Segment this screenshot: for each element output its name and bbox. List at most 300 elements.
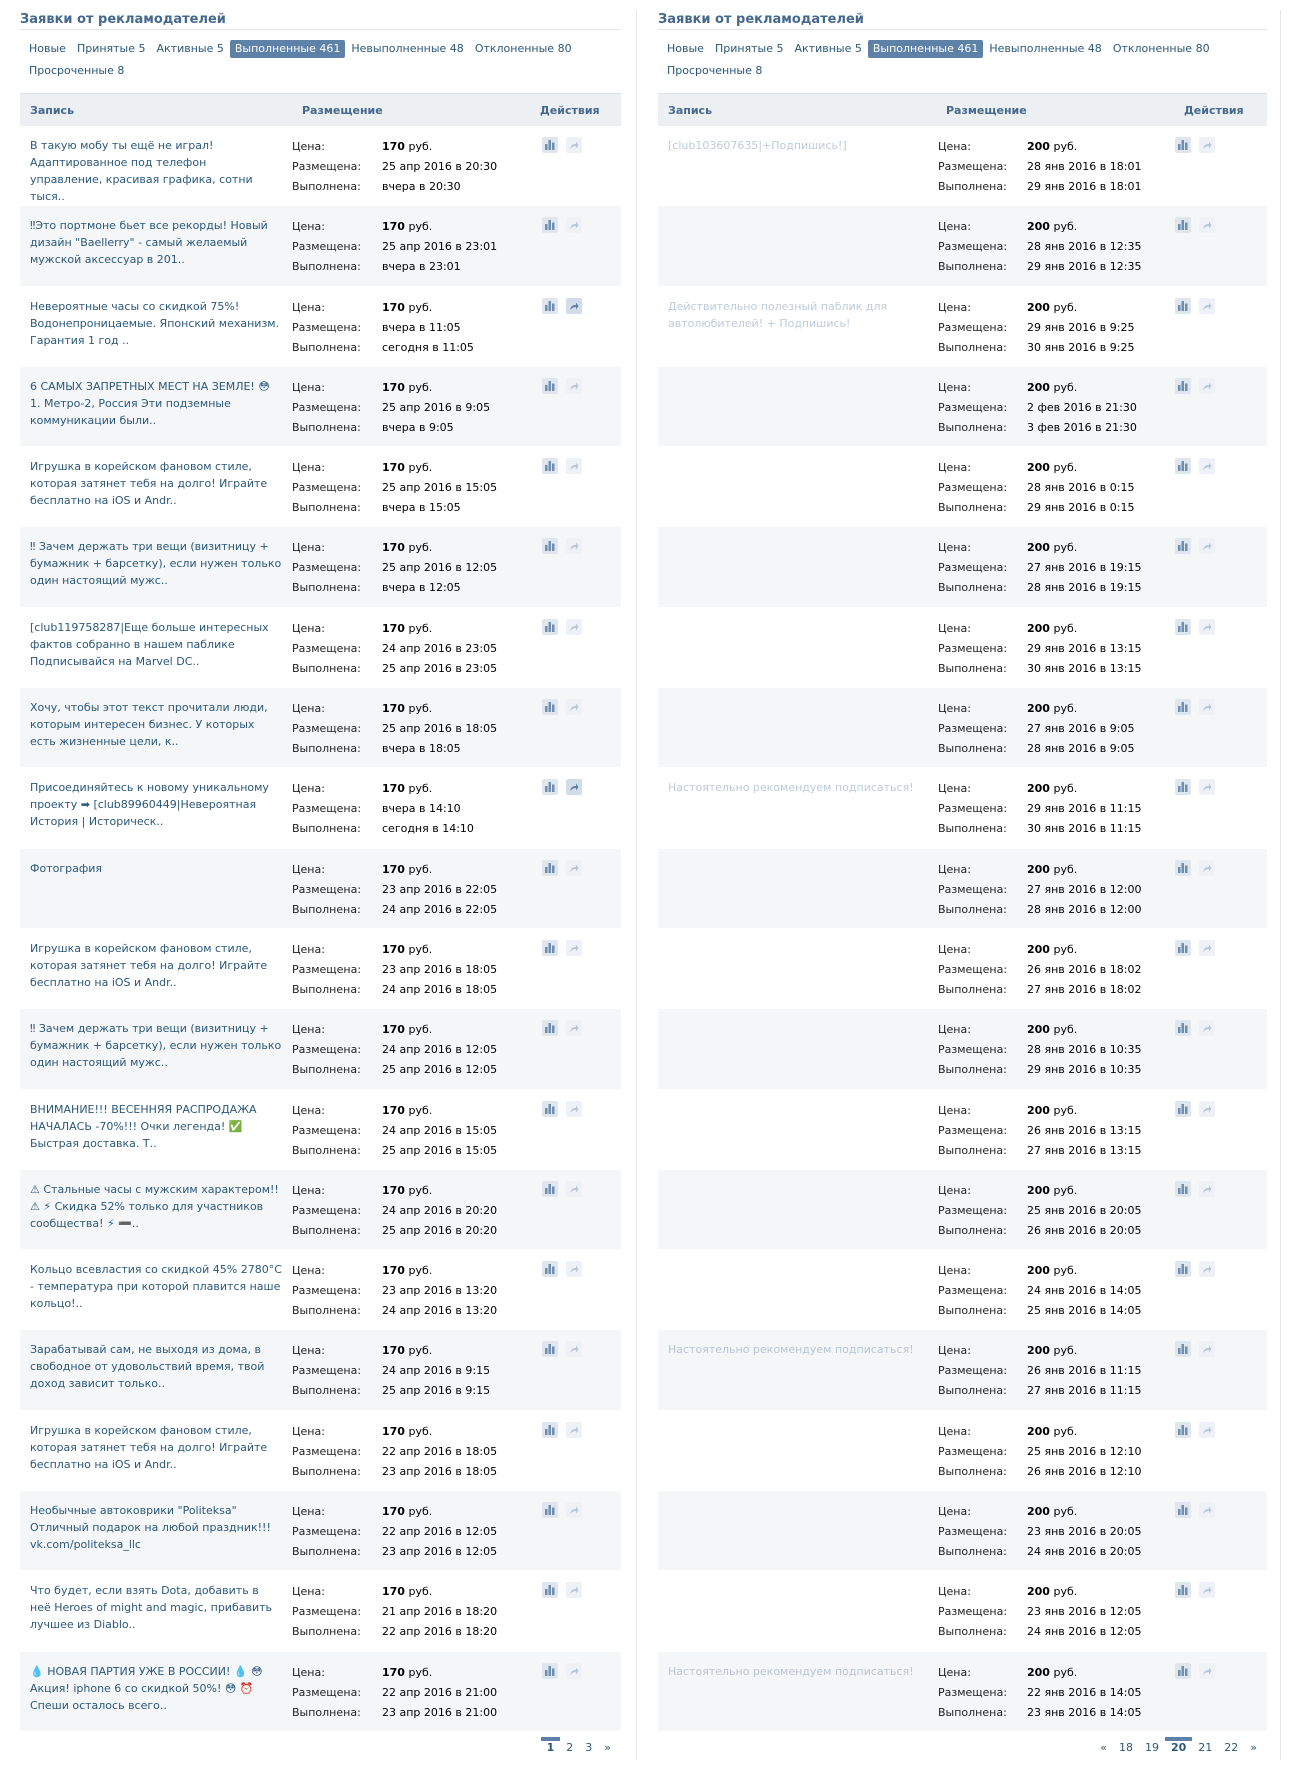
- filter-tab[interactable]: Новые: [29, 42, 66, 55]
- table-row: [20, 287, 621, 367]
- placement-info: [938, 1181, 1173, 1249]
- price-currency: руб.: [408, 220, 433, 234]
- bar-chart-icon[interactable]: [1175, 619, 1191, 635]
- post-preview-link[interactable]: [658, 1020, 938, 1076]
- done-line: [292, 1221, 540, 1241]
- placed-label: Размещена:: [292, 722, 362, 736]
- price-amount: 200: [1027, 782, 1050, 796]
- bar-chart-icon[interactable]: [542, 619, 558, 635]
- bar-chart-icon[interactable]: [1175, 1341, 1191, 1357]
- post-preview-link[interactable]: Необычные автоковрики "Politeksa" Отличный подарок на любой праздник!!! vk.com/politeksa_llc: [30, 1504, 271, 1552]
- table-row: [20, 1090, 621, 1170]
- post-preview-link[interactable]: [658, 1422, 938, 1478]
- done-date: 24 янв 2016 в 12:05: [1027, 1625, 1142, 1639]
- placed-line: [938, 1201, 1173, 1221]
- placement-info: [938, 779, 1173, 847]
- price-amount: 200: [1027, 1665, 1050, 1679]
- placed-line: [938, 1442, 1173, 1462]
- filter-tab[interactable]: Просроченные 8: [667, 64, 763, 77]
- price-value: [1027, 1341, 1077, 1361]
- bar-chart-icon[interactable]: [1175, 1261, 1191, 1277]
- done-date: 25 апр 2016 в 9:15: [382, 1384, 491, 1398]
- placed-label: Размещена:: [938, 1123, 1008, 1137]
- placed-line: [938, 880, 1173, 900]
- filter-tab[interactable]: Отклоненные 80: [1112, 42, 1210, 55]
- page-link[interactable]: 22: [1224, 1740, 1239, 1754]
- arrow-link-icon[interactable]: [1199, 1020, 1215, 1036]
- price-currency: руб.: [1053, 541, 1078, 555]
- arrow-link-icon[interactable]: [566, 1502, 582, 1518]
- page-link[interactable]: »: [604, 1740, 611, 1754]
- filter-tabs: [658, 30, 1267, 93]
- bar-chart-icon[interactable]: [1175, 1582, 1191, 1598]
- price-currency: руб.: [1053, 1344, 1078, 1358]
- bar-chart-icon[interactable]: [1175, 378, 1191, 394]
- placed-label: Размещена:: [938, 160, 1008, 173]
- filter-tab[interactable]: Просроченные 8: [29, 64, 125, 77]
- done-line: [938, 739, 1173, 759]
- done-line: [292, 498, 540, 518]
- post-preview-link[interactable]: Хочу, чтобы этот текст прочитали люди, которым интересен бизнес. У которых есть жизненные цели, к..: [30, 701, 268, 749]
- price-currency: руб.: [408, 862, 433, 876]
- arrow-link-icon[interactable]: [1199, 217, 1215, 233]
- post-preview-link[interactable]: 6 САМЫХ ЗАПРЕТНЫХ МЕСТ НА ЗЕМЛЕ! 😳 1. Метро-2, Россия Эти подземные коммуникации были..: [30, 379, 270, 427]
- placement-info: [292, 1101, 540, 1169]
- price-label: Цена:: [938, 1264, 971, 1278]
- arrow-link-icon[interactable]: [1199, 940, 1215, 956]
- placed-label: Размещена:: [292, 481, 362, 495]
- placement-info: [938, 137, 1173, 205]
- table-row: [20, 1250, 621, 1330]
- arrow-link-icon[interactable]: [1199, 779, 1215, 795]
- table-row: [658, 1009, 1267, 1089]
- price-label: Цена:: [938, 300, 971, 314]
- page-edge: [1280, 10, 1281, 1760]
- placed-label: Размещена:: [292, 320, 362, 334]
- arrow-link-icon[interactable]: [566, 1101, 582, 1117]
- arrow-link-icon[interactable]: [566, 1341, 582, 1357]
- done-label: Выполнена:: [292, 180, 361, 193]
- arrow-link-icon[interactable]: [566, 860, 582, 876]
- post-preview-link[interactable]: Невероятные часы со скидкой 75%! Водонепроницаемые. Японский механизм. Гарантия 1 год ..: [30, 299, 280, 347]
- placed-line: [292, 1361, 540, 1381]
- bar-chart-icon[interactable]: [542, 1181, 558, 1197]
- placed-label: Размещена:: [938, 1605, 1008, 1619]
- row-actions: [540, 1261, 582, 1329]
- placement-info: [292, 779, 540, 847]
- done-label: Выполнена:: [938, 982, 1007, 996]
- bar-chart-icon[interactable]: [542, 378, 558, 394]
- price-value: [1027, 298, 1077, 318]
- done-label: Выполнена:: [292, 1223, 361, 1237]
- placement-info: [938, 298, 1173, 366]
- price-currency: руб.: [408, 541, 433, 555]
- price-label: Цена:: [938, 461, 971, 475]
- arrow-link-icon[interactable]: [566, 1181, 582, 1197]
- page-link[interactable]: 1: [541, 1737, 561, 1754]
- placement-info: [292, 458, 540, 526]
- page-link[interactable]: 21: [1198, 1740, 1213, 1754]
- bar-chart-icon[interactable]: [542, 1261, 558, 1277]
- price-value: [382, 217, 432, 237]
- post-preview-link[interactable]: ‼Это портмоне бьет все рекорды! Новый дизайн "Baellerry" - самый желаемый мужской аксессуар в 201..: [30, 219, 268, 267]
- arrow-link-icon[interactable]: [566, 458, 582, 474]
- post-preview-link[interactable]: Фотография: [30, 861, 103, 875]
- done-label: Выполнена:: [938, 1545, 1007, 1559]
- price-currency: руб.: [1053, 621, 1078, 635]
- filter-tab[interactable]: Принятые 5: [714, 42, 784, 55]
- placed-label: Размещена:: [938, 561, 1008, 575]
- done-line: [292, 1703, 540, 1723]
- post-preview-link[interactable]: [658, 1101, 938, 1157]
- post-preview-link[interactable]: [658, 217, 938, 273]
- price-label: Цена:: [292, 1665, 325, 1679]
- arrow-link-icon[interactable]: [566, 779, 582, 795]
- price-value: [382, 940, 432, 960]
- post-preview-link[interactable]: [658, 1502, 938, 1558]
- placed-label: Размещена:: [938, 1043, 1008, 1057]
- placed-date: 23 апр 2016 в 18:05: [382, 962, 498, 976]
- bar-chart-icon[interactable]: [542, 298, 558, 314]
- done-date: 25 апр 2016 в 15:05: [382, 1143, 498, 1157]
- arrow-link-icon[interactable]: [566, 619, 582, 635]
- arrow-link-icon[interactable]: [1199, 619, 1215, 635]
- done-date: 27 янв 2016 в 11:15: [1027, 1384, 1142, 1398]
- row-actions: [1173, 779, 1215, 847]
- price-label: Цена:: [292, 380, 325, 394]
- arrow-link-icon[interactable]: [1199, 699, 1215, 715]
- price-amount: 170: [382, 621, 405, 635]
- arrow-link-icon[interactable]: [1199, 860, 1215, 876]
- filter-tab[interactable]: Невыполненные 48: [989, 42, 1102, 55]
- bar-chart-icon[interactable]: [542, 1020, 558, 1036]
- post-preview-link[interactable]: Игрушка в корейском фановом стиле, которая затянет тебя на долго! Играйте бесплатно на iOS и Andr..: [30, 1423, 268, 1471]
- post-preview-link[interactable]: Игрушка в корейском фановом стиле, которая затянет тебя на долго! Играйте бесплатно на iOS и Andr..: [30, 941, 268, 989]
- requests-table: [20, 126, 621, 1732]
- placed-line: [938, 960, 1173, 980]
- price-currency: руб.: [1053, 1505, 1078, 1519]
- done-label: Выполнена:: [938, 420, 1007, 434]
- placed-date: 22 апр 2016 в 12:05: [382, 1525, 498, 1539]
- bar-chart-icon[interactable]: [1175, 458, 1191, 474]
- bar-chart-icon[interactable]: [1175, 860, 1191, 876]
- arrow-link-icon[interactable]: [566, 1020, 582, 1036]
- price-line: [938, 137, 1173, 157]
- bar-chart-icon[interactable]: [542, 699, 558, 715]
- bar-chart-icon[interactable]: [542, 1422, 558, 1438]
- table-row: [20, 527, 621, 607]
- column-header-post: Запись: [668, 103, 713, 117]
- bar-chart-icon[interactable]: [1175, 1422, 1191, 1438]
- filter-tab[interactable]: Отклоненные 80: [474, 42, 572, 55]
- table-header: [658, 93, 1267, 126]
- placed-label: Размещена:: [292, 160, 362, 173]
- post-preview-link[interactable]: Что будет, если взять Dota, добавить в неё Heroes of might and magic, прибавить лучшее из Diablo..: [30, 1584, 272, 1632]
- bar-chart-icon[interactable]: [542, 1502, 558, 1518]
- filter-tab[interactable]: Новые: [667, 42, 704, 55]
- arrow-link-icon[interactable]: [1199, 137, 1215, 153]
- placed-label: Размещена:: [938, 1203, 1008, 1217]
- price-currency: руб.: [408, 380, 433, 394]
- placed-date: 24 янв 2016 в 14:05: [1027, 1284, 1142, 1298]
- bar-chart-icon[interactable]: [542, 779, 558, 795]
- placed-line: [938, 1602, 1173, 1622]
- page-link[interactable]: 20: [1165, 1737, 1192, 1754]
- page-link[interactable]: »: [1250, 1740, 1257, 1754]
- placed-date: 28 янв 2016 в 12:35: [1027, 240, 1142, 254]
- post-preview-link[interactable]: [658, 1582, 938, 1638]
- bar-chart-icon[interactable]: [542, 137, 558, 153]
- arrow-link-icon[interactable]: [1199, 1582, 1215, 1598]
- page-link[interactable]: 2: [566, 1740, 574, 1754]
- filter-tab[interactable]: Выполненные 461: [868, 40, 983, 58]
- done-label: Выполнена:: [938, 1705, 1007, 1719]
- page-link[interactable]: 3: [585, 1740, 593, 1754]
- page-link[interactable]: 18: [1118, 1740, 1133, 1754]
- bar-chart-icon[interactable]: [542, 1341, 558, 1357]
- table-row: [658, 527, 1267, 607]
- bar-chart-icon[interactable]: [1175, 699, 1191, 715]
- price-line: [292, 699, 540, 719]
- bar-chart-icon[interactable]: [1175, 779, 1191, 795]
- post-preview-link[interactable]: ВНИМАНИЕ!!! ВЕСЕННЯЯ РАСПРОДАЖА НАЧАЛАСЬ -70%!!! Очки легенда! ✅ Быстрая доставка. Т..: [30, 1102, 257, 1150]
- price-currency: руб.: [1053, 1183, 1078, 1197]
- arrow-link-icon[interactable]: [566, 940, 582, 956]
- post-preview-link[interactable]: Настоятельно рекомендуем подписаться!: [668, 1664, 914, 1678]
- bar-chart-icon[interactable]: [1175, 1101, 1191, 1117]
- post-preview-link[interactable]: [658, 378, 938, 434]
- post-preview-link[interactable]: ‼ Зачем держать три вещи (визитницу + бумажник + барсетку), если нужен только один настоящий мужс..: [30, 1022, 282, 1070]
- arrow-link-icon[interactable]: [566, 298, 582, 314]
- bar-chart-icon[interactable]: [1175, 1181, 1191, 1197]
- post-preview-link[interactable]: [club103607635|+Подпишись!]: [668, 139, 847, 152]
- table-row: [658, 608, 1267, 688]
- post-preview-link[interactable]: Зарабатывай сам, не выходя из дома, в свободное от удовольствий время, твой доход зависит только..: [30, 1343, 265, 1391]
- post-preview-link[interactable]: [658, 699, 938, 755]
- price-label: Цена:: [292, 1424, 325, 1438]
- done-date: 26 янв 2016 в 20:05: [1027, 1223, 1142, 1237]
- placed-date: 23 янв 2016 в 12:05: [1027, 1605, 1142, 1619]
- arrow-link-icon[interactable]: [566, 1261, 582, 1277]
- page-link[interactable]: «: [1100, 1740, 1107, 1754]
- arrow-link-icon[interactable]: [1199, 1101, 1215, 1117]
- post-preview-link[interactable]: [658, 1261, 938, 1317]
- bar-chart-icon[interactable]: [1175, 298, 1191, 314]
- row-actions: [1173, 1663, 1215, 1731]
- post-preview-link[interactable]: [658, 940, 938, 996]
- row-actions: [1173, 940, 1215, 1008]
- arrow-link-icon[interactable]: [1199, 1341, 1215, 1357]
- post-preview-link[interactable]: [658, 619, 938, 675]
- price-value: [382, 860, 432, 880]
- post-preview-link[interactable]: В такую мобу ты ещё не играл! Адаптированное под телефон управление, красивая графика, сотни тыся..: [30, 139, 253, 203]
- placed-line: [938, 1040, 1173, 1060]
- price-currency: руб.: [1053, 862, 1078, 876]
- placement-info: [938, 619, 1173, 687]
- placed-date: 24 апр 2016 в 23:05: [382, 641, 498, 655]
- arrow-link-icon[interactable]: [566, 1422, 582, 1438]
- post-preview-link[interactable]: [658, 458, 938, 514]
- placed-date: 23 апр 2016 в 22:05: [382, 882, 498, 896]
- arrow-link-icon[interactable]: [566, 699, 582, 715]
- post-preview-link[interactable]: Игрушка в корейском фановом стиле, которая затянет тебя на долго! Играйте бесплатно на iOS и Andr..: [30, 460, 268, 508]
- price-label: Цена:: [938, 1585, 971, 1599]
- done-date: вчера в 9:05: [382, 420, 454, 434]
- filter-tab[interactable]: Выполненные 461: [230, 40, 345, 58]
- price-line: [292, 1261, 540, 1281]
- done-line: [938, 338, 1173, 358]
- placed-label: Размещена:: [938, 1685, 1008, 1699]
- placement-info: [292, 1181, 540, 1249]
- arrow-link-icon[interactable]: [566, 1582, 582, 1598]
- bar-chart-icon[interactable]: [542, 217, 558, 233]
- row-actions: [1173, 1422, 1215, 1490]
- post-preview-link[interactable]: ‼ Зачем держать три вещи (визитницу + бумажник + барсетку), если нужен только один настоящий мужс..: [30, 540, 282, 588]
- price-currency: руб.: [1053, 380, 1078, 394]
- arrow-link-icon[interactable]: [566, 538, 582, 554]
- post-preview-link[interactable]: Действительно полезный паблик для автолюбителей! + Подпишись!: [668, 299, 888, 330]
- arrow-link-icon[interactable]: [1199, 1261, 1215, 1277]
- post-preview-link[interactable]: [658, 860, 938, 916]
- done-line: [292, 1141, 540, 1161]
- post-preview-link[interactable]: [club119758287|Еще больше интересных фактов собранно в нашем паблике Подписывайся на Marvel DC..: [30, 620, 269, 668]
- done-line: [938, 498, 1173, 518]
- bar-chart-icon[interactable]: [1175, 217, 1191, 233]
- price-amount: 200: [1027, 140, 1050, 153]
- table-row: [658, 447, 1267, 527]
- bar-chart-icon[interactable]: [1175, 538, 1191, 554]
- done-line: [938, 1221, 1173, 1241]
- bar-chart-icon[interactable]: [1175, 1020, 1191, 1036]
- price-amount: 170: [382, 782, 405, 796]
- placed-line: [292, 558, 540, 578]
- price-amount: 170: [382, 1344, 405, 1358]
- arrow-link-icon[interactable]: [1199, 1422, 1215, 1438]
- price-line: [292, 378, 540, 398]
- arrow-link-icon[interactable]: [1199, 378, 1215, 394]
- price-label: Цена:: [292, 220, 325, 234]
- price-line: [938, 1341, 1173, 1361]
- done-line: [938, 1622, 1173, 1642]
- price-currency: руб.: [408, 1505, 433, 1519]
- row-actions: [540, 619, 582, 687]
- arrow-link-icon[interactable]: [1199, 298, 1215, 314]
- column-header-actions: Действия: [1184, 103, 1244, 117]
- price-currency: руб.: [408, 300, 433, 314]
- arrow-link-icon[interactable]: [566, 378, 582, 394]
- price-value: [1027, 1181, 1077, 1201]
- price-line: [938, 619, 1173, 639]
- table-row: [20, 768, 621, 848]
- price-currency: руб.: [1053, 942, 1078, 956]
- bar-chart-icon[interactable]: [542, 1582, 558, 1598]
- bar-chart-icon[interactable]: [1175, 137, 1191, 153]
- bar-chart-icon[interactable]: [542, 1101, 558, 1117]
- price-currency: руб.: [1053, 1585, 1078, 1599]
- placed-date: 25 янв 2016 в 20:05: [1027, 1203, 1142, 1217]
- price-value: [1027, 779, 1077, 799]
- price-value: [382, 699, 432, 719]
- placed-date: 24 апр 2016 в 15:05: [382, 1123, 498, 1137]
- price-label: Цена:: [938, 380, 971, 394]
- table-row: [20, 367, 621, 447]
- price-line: [938, 1020, 1173, 1040]
- done-line: [938, 1381, 1173, 1401]
- filter-tab[interactable]: Невыполненные 48: [351, 42, 464, 55]
- done-label: Выполнена:: [292, 1705, 361, 1719]
- arrow-link-icon[interactable]: [1199, 1663, 1215, 1679]
- placed-date: 29 янв 2016 в 9:25: [1027, 320, 1135, 334]
- bar-chart-icon[interactable]: [1175, 940, 1191, 956]
- post-preview-link[interactable]: [658, 1181, 938, 1237]
- bar-chart-icon[interactable]: [542, 538, 558, 554]
- row-actions: [1173, 860, 1215, 928]
- row-actions: [540, 217, 582, 285]
- post-preview-link[interactable]: 💧 НОВАЯ ПАРТИЯ УЖЕ В РОССИИ! 💧 😳 Акция! iphone 6 со скидкой 50%! 😳 ⏰ Спеши осталось всего..: [30, 1664, 263, 1712]
- post-preview-link[interactable]: ⚠ Стальные часы с мужским характером!! ⚠ ⚡ Скидка 52% только для участников сообщества! ⚡ ➖..: [30, 1182, 279, 1230]
- bar-chart-icon[interactable]: [542, 940, 558, 956]
- price-line: [292, 1582, 540, 1602]
- placed-line: [938, 558, 1173, 578]
- placement-info: [938, 1502, 1173, 1570]
- post-preview-link[interactable]: Настоятельно рекомендуем подписаться!: [668, 1343, 914, 1357]
- arrow-link-icon[interactable]: [1199, 1181, 1215, 1197]
- bar-chart-icon[interactable]: [542, 458, 558, 474]
- arrow-link-icon[interactable]: [566, 217, 582, 233]
- price-line: [292, 1502, 540, 1522]
- price-amount: 170: [382, 1424, 405, 1438]
- post-preview-link[interactable]: Присоединяйтесь к новому уникальному проекту ➡ [club89960449|Невероятная История | Историческ..: [30, 781, 269, 829]
- filter-tab[interactable]: Активные 5: [156, 42, 224, 55]
- price-line: [938, 779, 1173, 799]
- price-amount: 200: [1027, 621, 1050, 635]
- price-value: [1027, 538, 1077, 558]
- table-row: [658, 688, 1267, 768]
- arrow-link-icon[interactable]: [566, 137, 582, 153]
- price-amount: 170: [382, 461, 405, 475]
- post-preview-link[interactable]: Кольцо всевластия со скидкой 45% 2780°C - температура при которой плавится наше кольцо!..: [30, 1263, 282, 1311]
- price-label: Цена:: [938, 942, 971, 956]
- page-link[interactable]: 19: [1144, 1740, 1159, 1754]
- price-amount: 200: [1027, 862, 1050, 876]
- panel-divider: [636, 10, 637, 1760]
- price-line: [292, 940, 540, 960]
- arrow-link-icon[interactable]: [1199, 458, 1215, 474]
- done-date: 30 янв 2016 в 11:15: [1027, 822, 1142, 836]
- price-amount: 170: [382, 1264, 405, 1278]
- arrow-link-icon[interactable]: [1199, 1502, 1215, 1518]
- price-amount: 200: [1027, 461, 1050, 475]
- done-date: 24 апр 2016 в 13:20: [382, 1304, 498, 1318]
- row-actions: [540, 1181, 582, 1249]
- done-label: Выполнена:: [292, 340, 361, 354]
- bar-chart-icon[interactable]: [1175, 1502, 1191, 1518]
- post-preview-link[interactable]: Настоятельно рекомендуем подписаться!: [668, 781, 914, 795]
- bar-chart-icon[interactable]: [542, 860, 558, 876]
- filter-tab[interactable]: Активные 5: [794, 42, 862, 55]
- left-panel: [20, 0, 621, 1766]
- price-currency: руб.: [408, 782, 433, 796]
- price-value: [1027, 860, 1077, 880]
- filter-tab[interactable]: Принятые 5: [76, 42, 146, 55]
- placed-date: 25 апр 2016 в 12:05: [382, 561, 498, 575]
- post-preview-link[interactable]: [658, 538, 938, 594]
- bar-chart-icon[interactable]: [542, 1663, 558, 1679]
- arrow-link-icon[interactable]: [1199, 538, 1215, 554]
- row-actions: [1173, 1502, 1215, 1570]
- arrow-link-icon[interactable]: [566, 1663, 582, 1679]
- bar-chart-icon[interactable]: [1175, 1663, 1191, 1679]
